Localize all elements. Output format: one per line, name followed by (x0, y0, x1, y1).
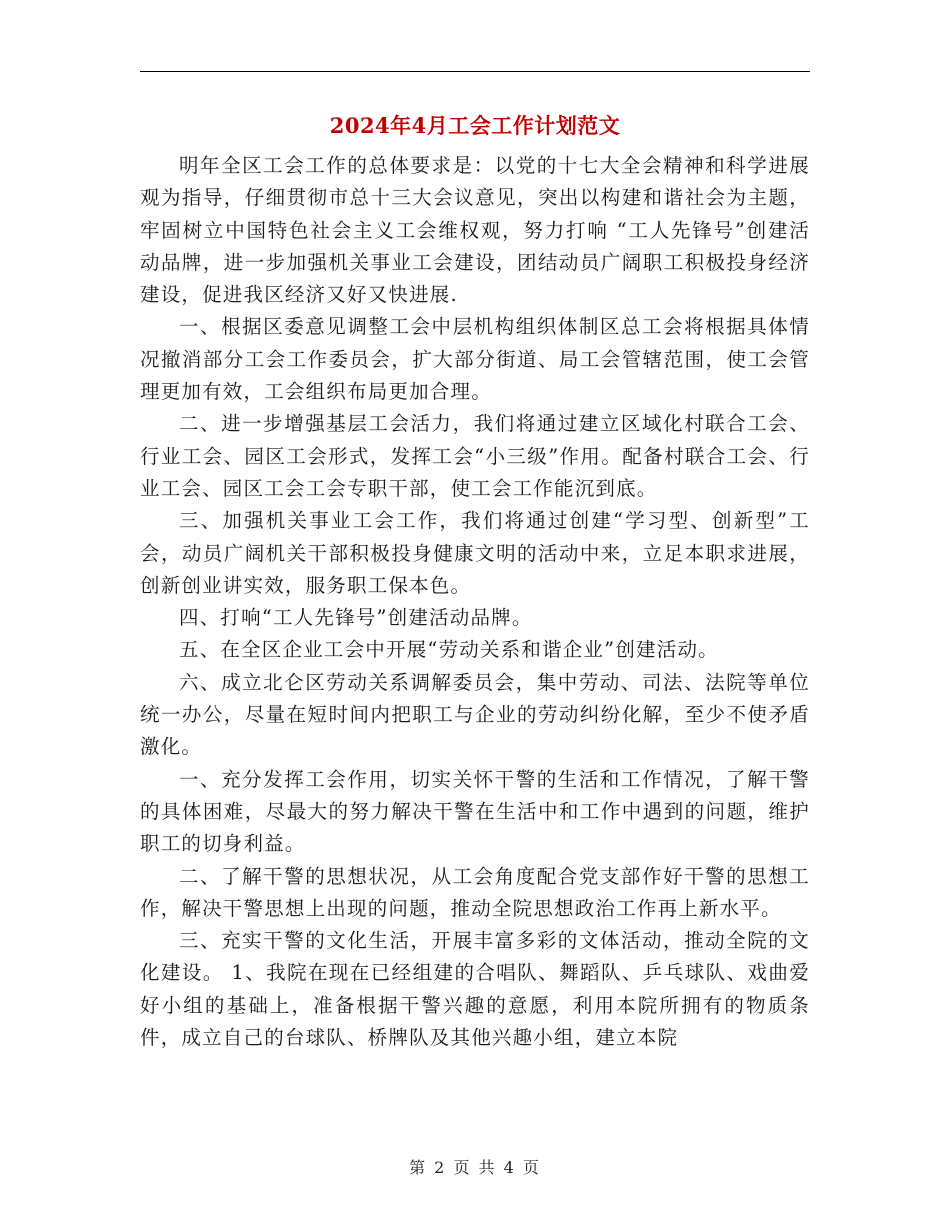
header-rule (140, 71, 810, 72)
paragraph-item-2: 二、进一步增强基层工会活力，我们将通过建立区域化村联合工会、行业工会、园区工会形式，发挥工会“小三级”作用。配备村联合工会、行业工会、园区工会工会专职干部，使工会工作能沉到底。 (140, 412, 810, 500)
paragraph-item-5: 五、在全区企业工会中开展“劳动关系和谐企业”创建活动。 (179, 638, 719, 662)
paragraph-section2-item-1: 一、充分发挥工会作用，切实关怀干警的生活和工作情况，了解干警的具体困难，尽最大的努力解决干警在生活中和工作中遇到的问题，维护职工的切身利益。 (140, 767, 810, 856)
paragraph-section2-item-2: 二、了解干警的思想状况，从工会角度配合党支部作好干警的思想工作，解决干警思想上出现的问题，推动全院思想政治工作再上新水平。 (140, 864, 810, 920)
document-body (140, 150, 810, 1054)
paragraph-item-3: 三、加强机关事业工会工作，我们将通过创建“学习型、创新型”工会，动员广阔机关干部积极投身健康文明的活动中来，立足本职求进展，创新创业讲实效，服务职工保本色。 (140, 509, 810, 597)
paragraph-item-4: 四、打响“工人先锋号”创建活动品牌。 (179, 606, 533, 630)
paragraph-item-6: 六、成立北仑区劳动关系调解委员会，集中劳动、司法、法院等单位统一办公，尽量在短时间内把职工与企业的劳动纠纷化解，至少不使矛盾激化。 (140, 670, 810, 759)
paragraph-item-1: 一、根据区委意见调整工会中层机构组织体制区总工会将根据具体情况撤消部分工会工作委员会，扩大部分街道、局工会管辖范围，使工会管理更加有效，工会组织布局更加合理。 (140, 315, 810, 404)
paragraph-intro: 明年全区工会工作的总体要求是：以党的十七大全会精神和科学进展观为指导，仔细贯彻市总十三大会议意见，突出以构建和谐社会为主题，牢固树立中国特色社会主义工会维权观，努力打响 “工人先锋号”创建活动品牌，进一步加强机关事业工会建设，团结动员广阔职工积极投身经济建设，促进我区经济又好又快进展. (140, 154, 810, 307)
paragraph-section2-item-3: 三、充实干警的文化生活，开展丰富多彩的文体活动，推动全院的文化建设。 1、我院在现在已经组建的合唱队、舞蹈队、乒乓球队、戏曲爱好小组的基础上，准备根据干警兴趣的意愿，利用本院所拥有的物质条件，成立自己的台球队、桥牌队及其他兴趣小组，建立本院 (140, 929, 810, 1050)
document-title: 2024年4月工会工作计划范文 (329, 113, 621, 138)
page-number: 第 2 页 共 4 页 (409, 1158, 541, 1177)
